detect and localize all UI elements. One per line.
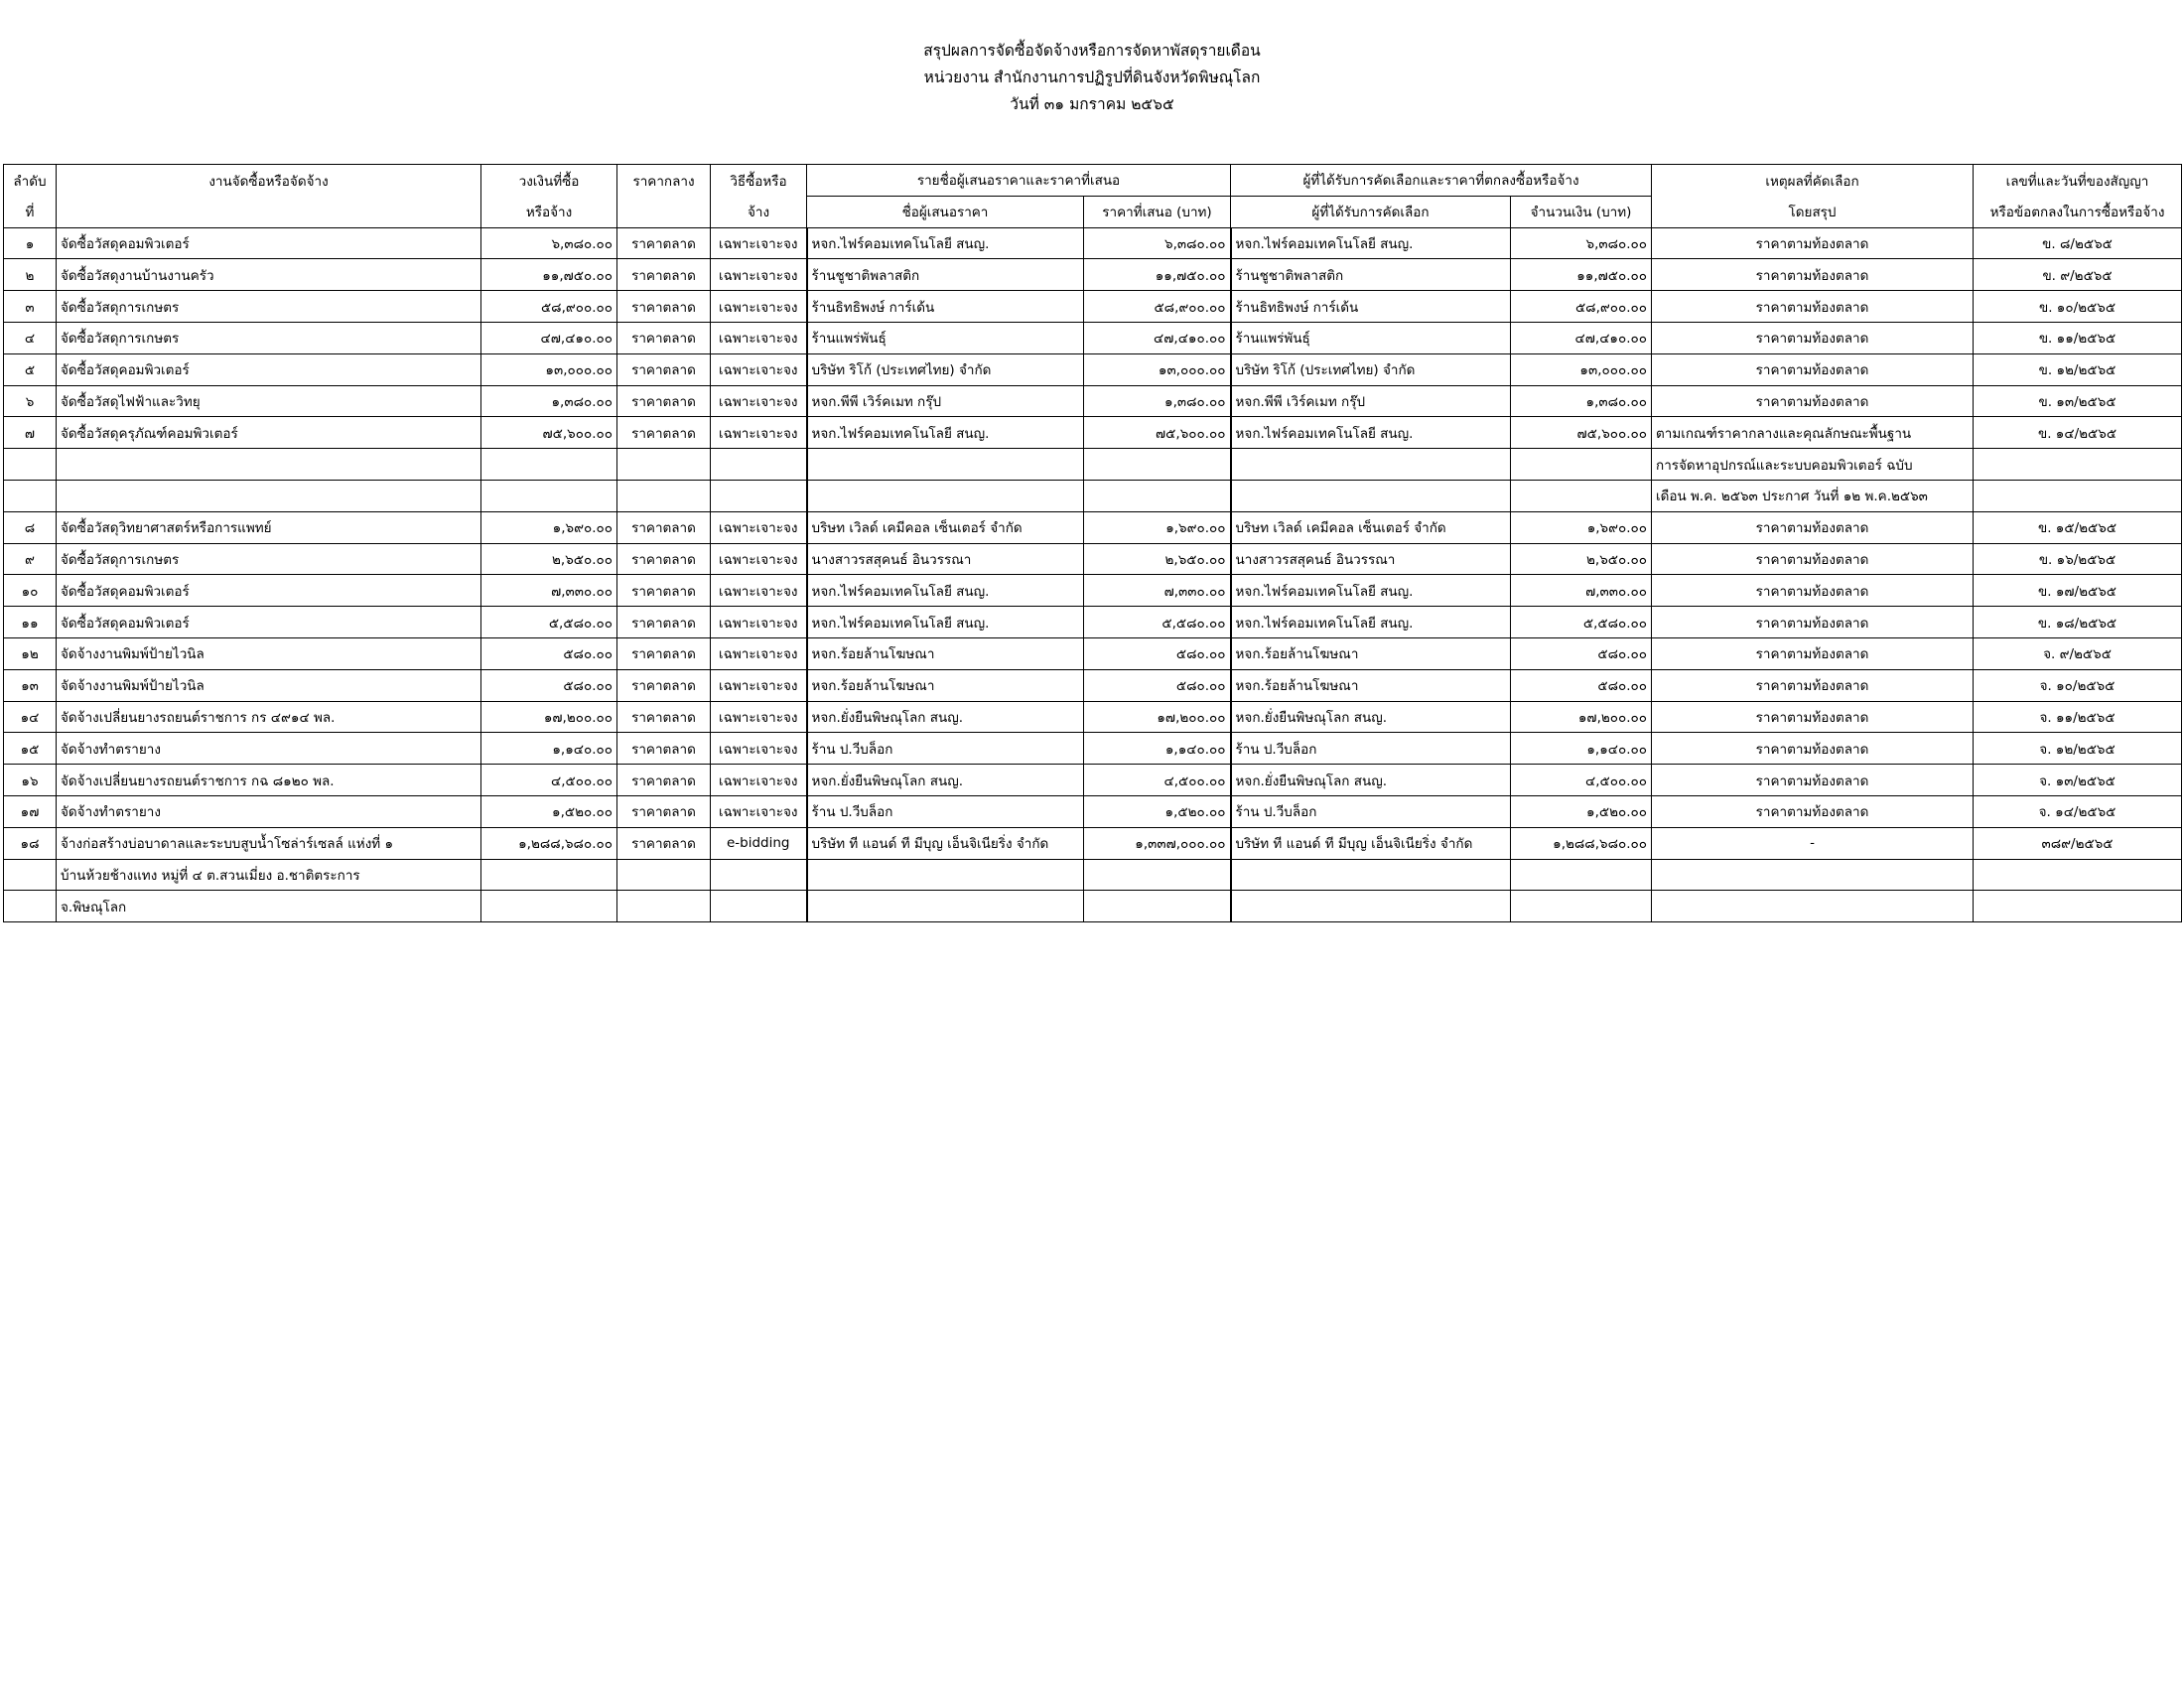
- cell-winner: บริษัท ที แอนด์ ที มีบุญ เอ็นจิเนียริ่ง จำกัด: [1231, 827, 1511, 859]
- report-title: สรุปผลการจัดซื้อจัดจ้างหรือการจัดหาพัสดุรายเดือน: [923, 42, 1261, 60]
- cell-winner: บริษัท ริโก้ (ประเทศไทย) จำกัด: [1231, 353, 1511, 385]
- col-header-bid-price: ราคาที่เสนอ (บาท): [1084, 196, 1231, 227]
- cell-median: ราคาตลาด: [617, 607, 711, 638]
- cell-winner: หจก.ไฟร์คอมเทคโนโลยี สนญ.: [1231, 417, 1511, 449]
- cell-budget: ๑,๒๘๘,๖๘๐.๐๐: [481, 827, 617, 859]
- cell-median: ราคาตลาด: [617, 291, 711, 323]
- report-date: วันที่ ๓๑ มกราคม ๒๕๖๕: [1010, 95, 1174, 113]
- cell-amount: ๕๘,๙๐๐.๐๐: [1511, 291, 1652, 323]
- table-row: [4, 891, 2182, 922]
- cell-method: เฉพาะเจาะจง: [711, 322, 807, 353]
- cell-median: ราคาตลาด: [617, 827, 711, 859]
- col-header-method: วิธีซื้อหรือ: [711, 165, 807, 197]
- cell-reason: ราคาตามท้องตลาด: [1652, 733, 1974, 765]
- cell-budget: ๑๗,๒๐๐.๐๐: [481, 701, 617, 733]
- table-row: [4, 227, 2182, 259]
- cell-no: ๒: [4, 259, 57, 291]
- cell-bid-price: ๔๗,๔๑๐.๐๐: [1084, 322, 1231, 353]
- cell-bidder: หจก.ไฟร์คอมเทคโนโลยี สนญ.: [807, 607, 1084, 638]
- table-row: [4, 259, 2182, 291]
- cell-bidder: หจก.ยั่งยืนพิษณุโลก สนญ.: [807, 701, 1084, 733]
- cell-contract: ข. ๑๑/๒๕๖๕: [1974, 322, 2182, 353]
- cell-amount: ๕,๕๘๐.๐๐: [1511, 607, 1652, 638]
- cell-method: เฉพาะเจาะจง: [711, 417, 807, 449]
- table-row: [4, 827, 2182, 859]
- cell-bid-price: ๒,๖๕๐.๐๐: [1084, 543, 1231, 575]
- cell-work: [57, 449, 481, 481]
- cell-bidder: นางสาวรสสุคนธ์ อินวรรณา: [807, 543, 1084, 575]
- cell-winner: หจก.ไฟร์คอมเทคโนโลยี สนญ.: [1231, 227, 1511, 259]
- cell-amount: ๑,๒๘๘,๖๘๐.๐๐: [1511, 827, 1652, 859]
- cell-bid-price: ๑,๖๙๐.๐๐: [1084, 511, 1231, 543]
- col-header-budget: วงเงินที่ซื้อ: [481, 165, 617, 197]
- cell-reason: ราคาตามท้องตลาด: [1652, 637, 1974, 669]
- cell-amount: ๑๑,๗๕๐.๐๐: [1511, 259, 1652, 291]
- cell-method: เฉพาะเจาะจง: [711, 385, 807, 417]
- cell-winner: หจก.ร้อยล้านโฆษณา: [1231, 637, 1511, 669]
- cell-work: จัดจ้างเปลี่ยนยางรถยนต์ราชการ กร ๔๙๑๔ พล.: [57, 701, 481, 733]
- cell-method: [711, 449, 807, 481]
- cell-budget: ๒,๖๕๐.๐๐: [481, 543, 617, 575]
- cell-bidder: ร้าน ป.วีบล็อก: [807, 795, 1084, 827]
- cell-bid-price: [1084, 480, 1231, 511]
- cell-budget: ๑๓,๐๐๐.๐๐: [481, 353, 617, 385]
- cell-winner: หจก.พีพี เวิร์คเมท กรุ๊ป: [1231, 385, 1511, 417]
- col-header-amount: จำนวนเงิน (บาท): [1511, 196, 1652, 227]
- cell-no: ๑๕: [4, 733, 57, 765]
- col-header-bidder-name: ชื่อผู้เสนอราคา: [807, 196, 1084, 227]
- table-row: [4, 575, 2182, 607]
- report-header: [0, 38, 2184, 118]
- cell-budget: ๔,๕๐๐.๐๐: [481, 765, 617, 796]
- cell-winner: ร้านแพร่พันธุ์: [1231, 322, 1511, 353]
- cell-winner: [1231, 891, 1511, 922]
- cell-median: ราคาตลาด: [617, 543, 711, 575]
- cell-work: จัดจ้างเปลี่ยนยางรถยนต์ราชการ กฉ ๘๑๒๐ พล.: [57, 765, 481, 796]
- cell-bid-price: [1084, 449, 1231, 481]
- cell-bidder: ร้านแพร่พันธุ์: [807, 322, 1084, 353]
- cell-no: ๘: [4, 511, 57, 543]
- cell-median: ราคาตลาด: [617, 575, 711, 607]
- cell-budget: ๑,๕๒๐.๐๐: [481, 795, 617, 827]
- cell-reason: การจัดหาอุปกรณ์และระบบคอมพิวเตอร์ ฉบับ: [1652, 449, 1974, 481]
- cell-reason: ราคาตามท้องตลาด: [1652, 669, 1974, 701]
- cell-bidder: หจก.พีพี เวิร์คเมท กรุ๊ป: [807, 385, 1084, 417]
- col-header-selected-group: ผู้ที่ได้รับการคัดเลือกและราคาที่ตกลงซื้อหรือจ้าง: [1231, 165, 1652, 197]
- table-row: [4, 669, 2182, 701]
- cell-method: เฉพาะเจาะจง: [711, 669, 807, 701]
- cell-bidder: ร้าน ป.วีบล็อก: [807, 733, 1084, 765]
- cell-no: ๑๐: [4, 575, 57, 607]
- cell-winner: หจก.ยั่งยืนพิษณุโลก สนญ.: [1231, 701, 1511, 733]
- cell-work: จัดซื้อวัสดุคอมพิวเตอร์: [57, 575, 481, 607]
- cell-no: ๑๔: [4, 701, 57, 733]
- cell-median: ราคาตลาด: [617, 511, 711, 543]
- cell-method: [711, 859, 807, 891]
- cell-no: ๑๓: [4, 669, 57, 701]
- cell-contract: ข. ๑๗/๒๕๖๕: [1974, 575, 2182, 607]
- cell-work: จัดจ้างทำตรายาง: [57, 795, 481, 827]
- cell-budget: ๑,๓๘๐.๐๐: [481, 385, 617, 417]
- cell-contract: ข. ๑๕/๒๕๖๕: [1974, 511, 2182, 543]
- cell-method: เฉพาะเจาะจง: [711, 511, 807, 543]
- cell-budget: ๑,๖๙๐.๐๐: [481, 511, 617, 543]
- table-row: [4, 637, 2182, 669]
- cell-bidder: [807, 480, 1084, 511]
- cell-winner: นางสาวรสสุคนธ์ อินวรรณา: [1231, 543, 1511, 575]
- cell-method: เฉพาะเจาะจง: [711, 733, 807, 765]
- cell-method: เฉพาะเจาะจง: [711, 765, 807, 796]
- cell-no: [4, 859, 57, 891]
- cell-contract: จ. ๑๓/๒๕๖๕: [1974, 765, 2182, 796]
- cell-bidder: บริษัท ที แอนด์ ที มีบุญ เอ็นจิเนียริ่ง จำกัด: [807, 827, 1084, 859]
- cell-contract: ข. ๑๘/๒๕๖๕: [1974, 607, 2182, 638]
- cell-bidder: หจก.ร้อยล้านโฆษณา: [807, 669, 1084, 701]
- cell-reason: ราคาตามท้องตลาด: [1652, 385, 1974, 417]
- cell-reason: ราคาตามท้องตลาด: [1652, 353, 1974, 385]
- cell-median: [617, 891, 711, 922]
- cell-budget: [481, 480, 617, 511]
- cell-bid-price: ๑,๓๘๐.๐๐: [1084, 385, 1231, 417]
- cell-winner: บริษท เวิลด์ เคมีคอล เซ็นเตอร์ จำกัด: [1231, 511, 1511, 543]
- col-header-reason: เหตุผลที่คัดเลือก: [1652, 165, 1974, 197]
- col-header-contract-cont: หรือข้อตกลงในการซื้อหรือจ้าง: [1974, 196, 2182, 227]
- col-header-reason-cont: โดยสรุป: [1652, 196, 1974, 227]
- col-header-contract: เลขที่และวันที่ของสัญญา: [1974, 165, 2182, 197]
- table-row: [4, 449, 2182, 481]
- cell-winner: [1231, 859, 1511, 891]
- cell-amount: ๑๓,๐๐๐.๐๐: [1511, 353, 1652, 385]
- cell-work: [57, 480, 481, 511]
- cell-contract: ข. ๑๔/๒๕๖๕: [1974, 417, 2182, 449]
- cell-budget: ๕๘๐.๐๐: [481, 669, 617, 701]
- cell-bid-price: ๖,๓๘๐.๐๐: [1084, 227, 1231, 259]
- cell-winner: หจก.ไฟร์คอมเทคโนโลยี สนญ.: [1231, 607, 1511, 638]
- cell-reason: ราคาตามท้องตลาด: [1652, 701, 1974, 733]
- cell-median: ราคาตลาด: [617, 227, 711, 259]
- cell-amount: ๔,๕๐๐.๐๐: [1511, 765, 1652, 796]
- col-header-budget-cont: หรือจ้าง: [481, 196, 617, 227]
- cell-median: ราคาตลาด: [617, 701, 711, 733]
- cell-median: ราคาตลาด: [617, 669, 711, 701]
- cell-work: จัดซื้อวัสดุการเกษตร: [57, 322, 481, 353]
- cell-budget: ๗๕,๖๐๐.๐๐: [481, 417, 617, 449]
- col-header-bidders-group: รายชื่อผู้เสนอราคาและราคาที่เสนอ: [807, 165, 1231, 197]
- cell-median: ราคาตลาด: [617, 353, 711, 385]
- cell-contract: จ. ๑๒/๒๕๖๕: [1974, 733, 2182, 765]
- col-header-no-cont: ที่: [4, 196, 57, 227]
- cell-work: จัดซื้อวัสดุคอมพิวเตอร์: [57, 227, 481, 259]
- cell-no: ๑๑: [4, 607, 57, 638]
- cell-work: จัดซื้อวัสดุครุภัณฑ์คอมพิวเตอร์: [57, 417, 481, 449]
- cell-method: เฉพาะเจาะจง: [711, 607, 807, 638]
- cell-reason: ราคาตามท้องตลาด: [1652, 795, 1974, 827]
- cell-work: จัดจ้างทำตรายาง: [57, 733, 481, 765]
- cell-method: เฉพาะเจาะจง: [711, 227, 807, 259]
- cell-budget: ๕,๕๘๐.๐๐: [481, 607, 617, 638]
- table-row: [4, 353, 2182, 385]
- table-row: [4, 322, 2182, 353]
- cell-no: ๗: [4, 417, 57, 449]
- cell-reason: ราคาตามท้องตลาด: [1652, 543, 1974, 575]
- cell-work: จัดซื้อวัสดุการเกษตร: [57, 291, 481, 323]
- cell-method: เฉพาะเจาะจง: [711, 291, 807, 323]
- cell-amount: ๗๕,๖๐๐.๐๐: [1511, 417, 1652, 449]
- cell-work: จัดซื้อวัสดุไฟฟ้าและวิทยุ: [57, 385, 481, 417]
- table-row: [4, 733, 2182, 765]
- cell-winner: [1231, 449, 1511, 481]
- cell-no: ๑: [4, 227, 57, 259]
- cell-budget: ๗,๓๓๐.๐๐: [481, 575, 617, 607]
- cell-winner: หจก.ยั่งยืนพิษณุโลก สนญ.: [1231, 765, 1511, 796]
- table-row: [4, 701, 2182, 733]
- cell-reason: [1652, 859, 1974, 891]
- cell-bidder: ร้านชูชาติพลาสติก: [807, 259, 1084, 291]
- table-row: [4, 765, 2182, 796]
- table-header: [4, 165, 2182, 228]
- cell-budget: ๑,๑๔๐.๐๐: [481, 733, 617, 765]
- cell-amount: [1511, 859, 1652, 891]
- cell-reason: ราคาตามท้องตลาด: [1652, 765, 1974, 796]
- cell-method: เฉพาะเจาะจง: [711, 575, 807, 607]
- cell-no: ๙: [4, 543, 57, 575]
- cell-reason: [1652, 891, 1974, 922]
- cell-work: จัดซื้อวัสดุการเกษตร: [57, 543, 481, 575]
- cell-median: [617, 480, 711, 511]
- agency-line: หน่วยงาน สำนักงานการปฏิรูปที่ดินจังหวัดพิษณุโลก: [923, 69, 1261, 86]
- cell-median: ราคาตลาด: [617, 259, 711, 291]
- col-header-selected-name: ผู้ที่ได้รับการคัดเลือก: [1231, 196, 1511, 227]
- cell-contract: จ. ๙/๒๕๖๕: [1974, 637, 2182, 669]
- cell-work: จ.พิษณุโลก: [57, 891, 481, 922]
- table-row: [4, 607, 2182, 638]
- cell-bidder: บริษัท ริโก้ (ประเทศไทย) จำกัด: [807, 353, 1084, 385]
- cell-median: ราคาตลาด: [617, 322, 711, 353]
- table-body: [4, 227, 2182, 922]
- cell-reason: ราคาตามท้องตลาด: [1652, 227, 1974, 259]
- cell-reason: เดือน พ.ค. ๒๕๖๓ ประกาศ วันที่ ๑๒ พ.ค.๒๕๖๓: [1652, 480, 1974, 511]
- cell-bid-price: ๑๑,๗๕๐.๐๐: [1084, 259, 1231, 291]
- cell-median: [617, 449, 711, 481]
- cell-bidder: [807, 891, 1084, 922]
- cell-no: [4, 449, 57, 481]
- cell-no: ๕: [4, 353, 57, 385]
- cell-amount: ๑,๓๘๐.๐๐: [1511, 385, 1652, 417]
- cell-bid-price: ๗๕,๖๐๐.๐๐: [1084, 417, 1231, 449]
- cell-median: ราคาตลาด: [617, 637, 711, 669]
- cell-contract: ข. ๙/๒๕๖๕: [1974, 259, 2182, 291]
- cell-winner: ร้านธิทธิพงษ์ การ์เด้น: [1231, 291, 1511, 323]
- cell-method: เฉพาะเจาะจง: [711, 637, 807, 669]
- cell-contract: จ. ๑๐/๒๕๖๕: [1974, 669, 2182, 701]
- cell-median: ราคาตลาด: [617, 795, 711, 827]
- cell-amount: ๒,๖๕๐.๐๐: [1511, 543, 1652, 575]
- cell-amount: [1511, 480, 1652, 511]
- table-row: [4, 480, 2182, 511]
- cell-median: ราคาตลาด: [617, 733, 711, 765]
- cell-bidder: [807, 449, 1084, 481]
- cell-no: [4, 480, 57, 511]
- cell-bidder: หจก.ไฟร์คอมเทคโนโลยี สนญ.: [807, 227, 1084, 259]
- procurement-table: [3, 164, 2182, 922]
- cell-amount: ๑,๑๔๐.๐๐: [1511, 733, 1652, 765]
- cell-contract: ข. ๘/๒๕๖๕: [1974, 227, 2182, 259]
- cell-work: จัดซื้อวัสดุคอมพิวเตอร์: [57, 607, 481, 638]
- cell-budget: ๕๘,๙๐๐.๐๐: [481, 291, 617, 323]
- cell-no: ๔: [4, 322, 57, 353]
- cell-budget: ๖,๓๘๐.๐๐: [481, 227, 617, 259]
- cell-reason: -: [1652, 827, 1974, 859]
- cell-amount: ๑๗,๒๐๐.๐๐: [1511, 701, 1652, 733]
- cell-contract: จ. ๑๑/๒๕๖๕: [1974, 701, 2182, 733]
- cell-contract: จ. ๑๔/๒๕๖๕: [1974, 795, 2182, 827]
- cell-reason: ราคาตามท้องตลาด: [1652, 291, 1974, 323]
- cell-work: บ้านห้วยช้างแทง หมู่ที่ ๔ ต.สวนเมี่ยง อ.ชาติตระการ: [57, 859, 481, 891]
- cell-contract: ข. ๑๓/๒๕๖๕: [1974, 385, 2182, 417]
- cell-contract: ๓๘๙/๒๕๖๕: [1974, 827, 2182, 859]
- cell-bidder: หจก.ไฟร์คอมเทคโนโลยี สนญ.: [807, 575, 1084, 607]
- cell-method: เฉพาะเจาะจง: [711, 543, 807, 575]
- cell-bidder: บริษท เวิลด์ เคมีคอล เซ็นเตอร์ จำกัด: [807, 511, 1084, 543]
- cell-amount: ๗,๓๓๐.๐๐: [1511, 575, 1652, 607]
- table-row: [4, 795, 2182, 827]
- col-header-work-cont: [57, 196, 481, 227]
- col-header-work: งานจัดซื้อหรือจัดจ้าง: [57, 165, 481, 197]
- cell-reason: ราคาตามท้องตลาด: [1652, 607, 1974, 638]
- cell-budget: [481, 859, 617, 891]
- cell-bid-price: ๗,๓๓๐.๐๐: [1084, 575, 1231, 607]
- cell-bid-price: ๕๘,๙๐๐.๐๐: [1084, 291, 1231, 323]
- cell-no: ๑๖: [4, 765, 57, 796]
- cell-method: เฉพาะเจาะจง: [711, 701, 807, 733]
- table-row: [4, 291, 2182, 323]
- cell-amount: ๑,๕๒๐.๐๐: [1511, 795, 1652, 827]
- col-header-median: ราคากลาง: [617, 165, 711, 197]
- cell-amount: ๑,๖๙๐.๐๐: [1511, 511, 1652, 543]
- cell-no: ๑๘: [4, 827, 57, 859]
- cell-bid-price: ๑,๕๒๐.๐๐: [1084, 795, 1231, 827]
- cell-contract: ข. ๑๖/๒๕๖๕: [1974, 543, 2182, 575]
- cell-bid-price: ๕๘๐.๐๐: [1084, 637, 1231, 669]
- cell-bidder: ร้านธิทธิพงษ์ การ์เด้น: [807, 291, 1084, 323]
- cell-no: ๓: [4, 291, 57, 323]
- cell-bid-price: ๕๘๐.๐๐: [1084, 669, 1231, 701]
- cell-method: [711, 891, 807, 922]
- cell-amount: ๕๘๐.๐๐: [1511, 669, 1652, 701]
- col-header-median-cont: [617, 196, 711, 227]
- cell-winner: [1231, 480, 1511, 511]
- cell-contract: [1974, 859, 2182, 891]
- cell-median: [617, 859, 711, 891]
- cell-amount: ๔๗,๔๑๐.๐๐: [1511, 322, 1652, 353]
- cell-bidder: [807, 859, 1084, 891]
- cell-contract: [1974, 449, 2182, 481]
- table-row: [4, 859, 2182, 891]
- cell-budget: ๕๘๐.๐๐: [481, 637, 617, 669]
- col-header-no: ลำดับ: [4, 165, 57, 197]
- cell-bid-price: ๑๓,๐๐๐.๐๐: [1084, 353, 1231, 385]
- col-header-method-cont: จ้าง: [711, 196, 807, 227]
- cell-bidder: หจก.ยั่งยืนพิษณุโลก สนญ.: [807, 765, 1084, 796]
- cell-reason: ราคาตามท้องตลาด: [1652, 322, 1974, 353]
- cell-method: เฉพาะเจาะจง: [711, 259, 807, 291]
- cell-reason: ราคาตามท้องตลาด: [1652, 511, 1974, 543]
- cell-amount: [1511, 449, 1652, 481]
- cell-bid-price: ๑,๑๔๐.๐๐: [1084, 733, 1231, 765]
- cell-winner: หจก.ร้อยล้านโฆษณา: [1231, 669, 1511, 701]
- cell-winner: ร้าน ป.วีบล็อก: [1231, 795, 1511, 827]
- cell-work: จัดจ้างงานพิมพ์ป้ายไวนิล: [57, 637, 481, 669]
- cell-method: เฉพาะเจาะจง: [711, 353, 807, 385]
- cell-bid-price: ๔,๕๐๐.๐๐: [1084, 765, 1231, 796]
- cell-budget: ๔๗,๔๑๐.๐๐: [481, 322, 617, 353]
- cell-bidder: หจก.ร้อยล้านโฆษณา: [807, 637, 1084, 669]
- table-row: [4, 417, 2182, 449]
- cell-method: e-bidding: [711, 827, 807, 859]
- cell-reason: ตามเกณฑ์ราคากลางและคุณลักษณะพื้นฐาน: [1652, 417, 1974, 449]
- table-row: [4, 543, 2182, 575]
- table-row: [4, 511, 2182, 543]
- cell-work: จ้างก่อสร้างบ่อบาดาลและระบบสูบน้ำโซล่าร์เซลล์ แห่งที่ ๑: [57, 827, 481, 859]
- cell-amount: ๖,๓๘๐.๐๐: [1511, 227, 1652, 259]
- cell-contract: ข. ๑๒/๒๕๖๕: [1974, 353, 2182, 385]
- table-row: [4, 385, 2182, 417]
- cell-work: จัดซื้อวัสดุคอมพิวเตอร์: [57, 353, 481, 385]
- cell-method: เฉพาะเจาะจง: [711, 795, 807, 827]
- cell-winner: ร้าน ป.วีบล็อก: [1231, 733, 1511, 765]
- cell-median: ราคาตลาด: [617, 385, 711, 417]
- cell-contract: [1974, 480, 2182, 511]
- cell-winner: ร้านชูชาติพลาสติก: [1231, 259, 1511, 291]
- cell-amount: [1511, 891, 1652, 922]
- cell-median: ราคาตลาด: [617, 417, 711, 449]
- cell-no: [4, 891, 57, 922]
- cell-bid-price: [1084, 891, 1231, 922]
- cell-budget: [481, 449, 617, 481]
- cell-reason: ราคาตามท้องตลาด: [1652, 259, 1974, 291]
- cell-contract: ข. ๑๐/๒๕๖๕: [1974, 291, 2182, 323]
- cell-method: [711, 480, 807, 511]
- cell-bid-price: ๑๗,๒๐๐.๐๐: [1084, 701, 1231, 733]
- cell-no: ๑๗: [4, 795, 57, 827]
- cell-bid-price: [1084, 859, 1231, 891]
- cell-budget: [481, 891, 617, 922]
- cell-bidder: หจก.ไฟร์คอมเทคโนโลยี สนญ.: [807, 417, 1084, 449]
- cell-work: จัดซื้อวัสดุงานบ้านงานครัว: [57, 259, 481, 291]
- cell-bid-price: ๕,๕๘๐.๐๐: [1084, 607, 1231, 638]
- cell-no: ๖: [4, 385, 57, 417]
- cell-work: จัดจ้างงานพิมพ์ป้ายไวนิล: [57, 669, 481, 701]
- cell-bid-price: ๑,๓๓๗,๐๐๐.๐๐: [1084, 827, 1231, 859]
- cell-no: ๑๒: [4, 637, 57, 669]
- cell-contract: [1974, 891, 2182, 922]
- cell-winner: หจก.ไฟร์คอมเทคโนโลยี สนญ.: [1231, 575, 1511, 607]
- cell-median: ราคาตลาด: [617, 765, 711, 796]
- cell-work: จัดซื้อวัสดุวิทยาศาสตร์หรือการแพทย์: [57, 511, 481, 543]
- cell-amount: ๕๘๐.๐๐: [1511, 637, 1652, 669]
- cell-budget: ๑๑,๗๕๐.๐๐: [481, 259, 617, 291]
- cell-reason: ราคาตามท้องตลาด: [1652, 575, 1974, 607]
